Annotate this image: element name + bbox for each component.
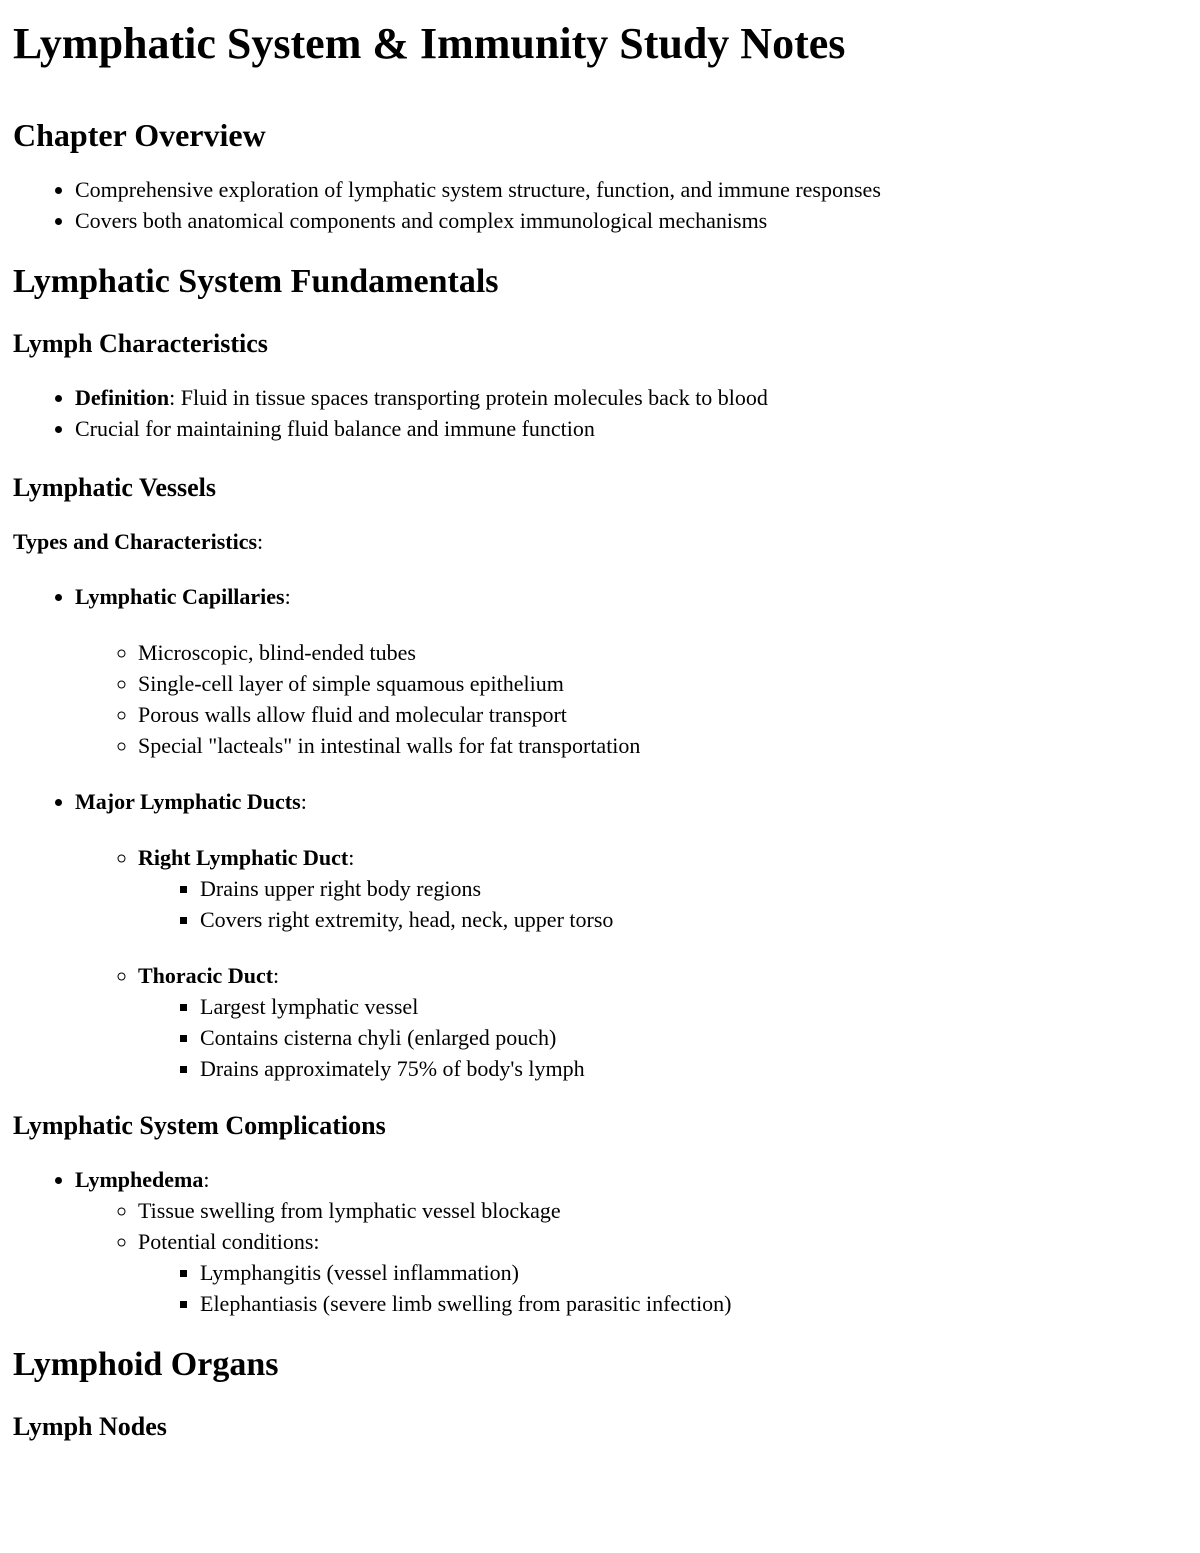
- list-item: [138, 960, 1200, 1084]
- thoracic-duct-list: [138, 991, 1200, 1084]
- ducts-list: [75, 842, 1200, 1084]
- fundamentals-heading: Lymphatic System Fundamentals: [13, 263, 499, 300]
- list-item: ▪ Elephantiasis (severe limb swelling from parasitic infection): [200, 1288, 1200, 1319]
- chapter-overview-heading: Chapter Overview: [13, 117, 266, 153]
- complications-list: [13, 1164, 1200, 1319]
- list-item: ◦ Single-cell layer of simple squamous epithelium: [138, 668, 1200, 699]
- list-item: ▪ Contains cisterna chyli (enlarged pouch): [200, 1022, 1200, 1053]
- lymph-characteristics-list: [13, 382, 1200, 444]
- ducts-label: Major Lymphatic Ducts: [75, 789, 301, 814]
- lymph-nodes-heading: Lymph Nodes: [13, 1412, 167, 1441]
- conditions-list: [138, 1257, 1200, 1319]
- list-item: • Covers both anatomical components and complex immunological mechanisms: [75, 205, 1200, 236]
- capillaries-label: Lymphatic Capillaries: [75, 584, 285, 609]
- potential-conditions-label: Potential conditions:: [138, 1229, 320, 1254]
- types-paragraph: [13, 526, 1200, 557]
- list-item: • Crucial for maintaining fluid balance and immune function: [75, 413, 1200, 444]
- right-duct-list: [138, 873, 1200, 935]
- list-item: [75, 581, 1200, 786]
- list-item: • Comprehensive exploration of lymphatic system structure, function, and immune responses: [75, 174, 1200, 205]
- complications-heading: Lymphatic System Complications: [13, 1111, 386, 1140]
- list-item: ▪ Largest lymphatic vessel: [200, 991, 1200, 1022]
- definition-label: Definition: [75, 385, 170, 410]
- types-colon: :: [257, 529, 264, 554]
- list-item: ▪ Drains upper right body regions: [200, 873, 1200, 904]
- vessel-types-list: [13, 581, 1200, 1084]
- right-duct-colon: :: [348, 845, 355, 870]
- lymph-characteristics-heading: Lymph Characteristics: [13, 329, 268, 358]
- list-item: [75, 382, 1200, 413]
- list-item: [138, 842, 1200, 960]
- lymphoid-organs-heading: Lymphoid Organs: [13, 1346, 279, 1383]
- list-item: [75, 1164, 1200, 1319]
- thoracic-duct-colon: :: [273, 963, 280, 988]
- lymphedema-label: Lymphedema: [75, 1167, 204, 1192]
- list-item: [75, 786, 1200, 1084]
- list-item: ◦ Microscopic, blind-ended tubes: [138, 637, 1200, 668]
- lymphedema-colon: :: [203, 1167, 210, 1192]
- capillaries-list: [75, 637, 1200, 761]
- thoracic-duct-label: Thoracic Duct: [138, 963, 274, 988]
- list-item: ▪ Drains approximately 75% of body's lymph: [200, 1053, 1200, 1084]
- chapter-overview-list: [13, 174, 1200, 236]
- capillaries-colon: :: [284, 584, 291, 609]
- ducts-colon: :: [300, 789, 307, 814]
- list-item: ◦ Special "lacteals" in intestinal walls for fat transportation: [138, 730, 1200, 761]
- definition-text: : Fluid in tissue spaces transporting protein molecules back to blood: [169, 385, 768, 410]
- list-item: ◦ Tissue swelling from lymphatic vessel blockage: [138, 1195, 1200, 1226]
- types-label: Types and Characteristics: [13, 529, 258, 554]
- lymphedema-list: [75, 1195, 1200, 1319]
- list-item: ◦ Porous walls allow fluid and molecular transport: [138, 699, 1200, 730]
- right-duct-label: Right Lymphatic Duct: [138, 845, 349, 870]
- list-item: [138, 1226, 1200, 1319]
- list-item: ▪ Lymphangitis (vessel inflammation): [200, 1257, 1200, 1288]
- page-title: Lymphatic System & Immunity Study Notes: [13, 19, 846, 68]
- lymphatic-vessels-heading: Lymphatic Vessels: [13, 473, 216, 502]
- list-item: ▪ Covers right extremity, head, neck, upper torso: [200, 904, 1200, 935]
